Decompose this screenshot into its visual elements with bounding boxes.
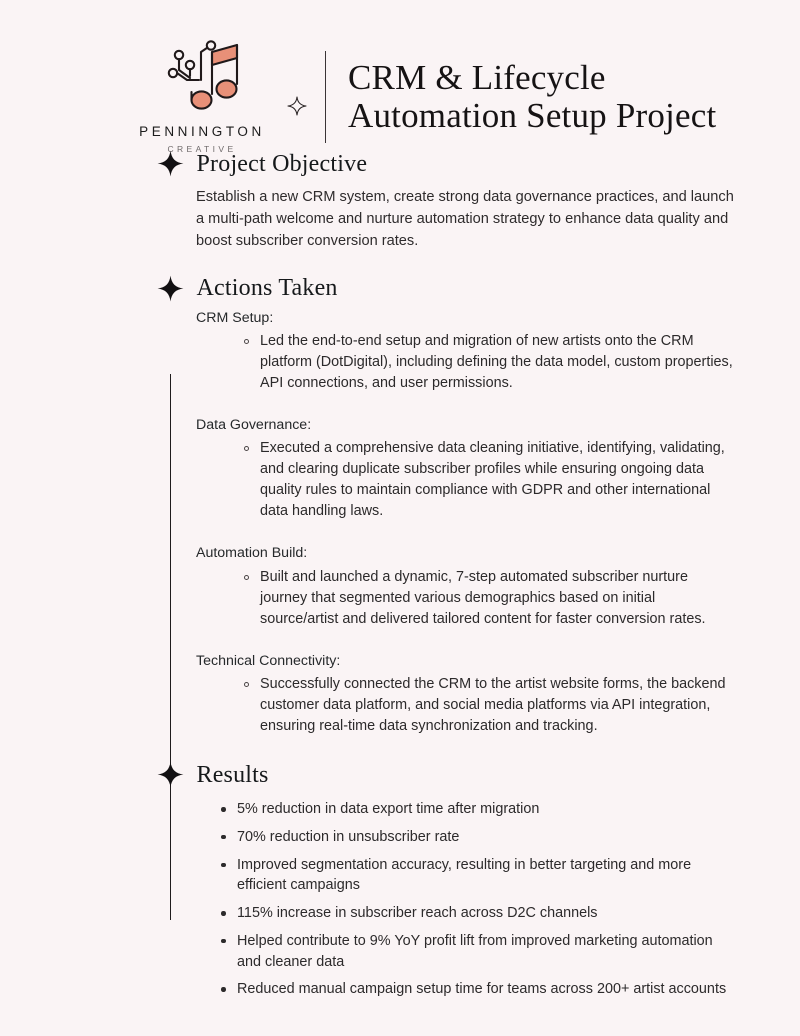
brand-block <box>127 40 277 154</box>
document-header <box>0 0 800 154</box>
list-item: Improved segmentation accuracy, resulting in better targeting and more efficient campaigns <box>220 855 734 896</box>
section-project-objective <box>0 150 800 253</box>
group-item-list <box>196 674 734 737</box>
section-title: Project Objective <box>196 150 368 177</box>
list-item: Successfully connected the CRM to the artist website forms, the backend customer data platform, and social media platforms via API integration, ensuring real-time data synchronization and tracking. <box>244 674 734 737</box>
section-content <box>196 186 800 253</box>
section-content <box>196 308 800 738</box>
sparkle-decoration <box>279 78 315 116</box>
group-item-list <box>196 331 734 394</box>
header-divider <box>325 51 326 143</box>
music-note-circuit-logo <box>159 40 245 116</box>
document-body <box>0 150 800 1000</box>
list-item: Helped contribute to 9% YoY profit lift from improved marketing automation and cleaner data <box>220 931 734 972</box>
action-group-crm-setup <box>196 308 734 394</box>
group-label: Automation Build: <box>196 545 308 562</box>
results-list <box>196 799 734 1000</box>
four-point-star-marker <box>157 150 184 177</box>
section-results <box>0 761 800 1000</box>
list-item: Led the end-to-end setup and migration of new artists onto the CRM platform (DotDigital), including defining the data model, custom properties, API connections, and user permissions. <box>244 331 734 394</box>
list-item: 115% increase in subscriber reach across D2C channels <box>220 903 734 924</box>
section-header <box>157 275 800 302</box>
four-point-star-marker <box>157 761 184 788</box>
list-item: 5% reduction in data export time after migration <box>220 799 734 820</box>
section-header <box>157 761 800 788</box>
list-item: 70% reduction in unsubscriber rate <box>220 827 734 848</box>
group-label: Technical Connectivity: <box>196 652 341 669</box>
section-content <box>196 799 800 1000</box>
group-item-list <box>196 438 734 522</box>
action-group-automation-build <box>196 543 734 629</box>
objective-paragraph: Establish a new CRM system, create strong data governance practices, and launch a multi-path welcome and nurture automation strategy to enhance data quality and boost subscriber conversion rates. <box>196 189 734 250</box>
section-actions-taken <box>0 275 800 738</box>
section-header <box>157 150 800 177</box>
brand-name: PENNINGTON <box>139 124 265 139</box>
page-title: CRM & Lifecycle Automation Setup Project <box>348 58 717 135</box>
list-item: Built and launched a dynamic, 7-step automated subscriber nurture journey that segmented various demographics based on initial source/artist and delivered tailored content for faster conversion rates. <box>244 567 734 630</box>
section-title: Actions Taken <box>196 275 338 302</box>
group-item-list <box>196 567 734 630</box>
section-title: Results <box>196 761 269 788</box>
group-label: CRM Setup: <box>196 309 274 326</box>
list-item: Executed a comprehensive data cleaning initiative, identifying, validating, and clearing duplicate subscriber profiles while ensuring ongoing data quality rules to maintain compliance with GDPR and other international data handling laws. <box>244 438 734 522</box>
list-item: Reduced manual campaign setup time for teams across 200+ artist accounts <box>220 979 734 1000</box>
four-point-star-marker <box>157 275 184 302</box>
action-group-technical-connectivity <box>196 651 734 737</box>
group-label: Data Governance: <box>196 416 312 433</box>
brand-subtitle: CREATIVE <box>167 144 237 154</box>
action-group-data-governance <box>196 415 734 522</box>
four-point-sparkle-icon <box>287 96 307 116</box>
